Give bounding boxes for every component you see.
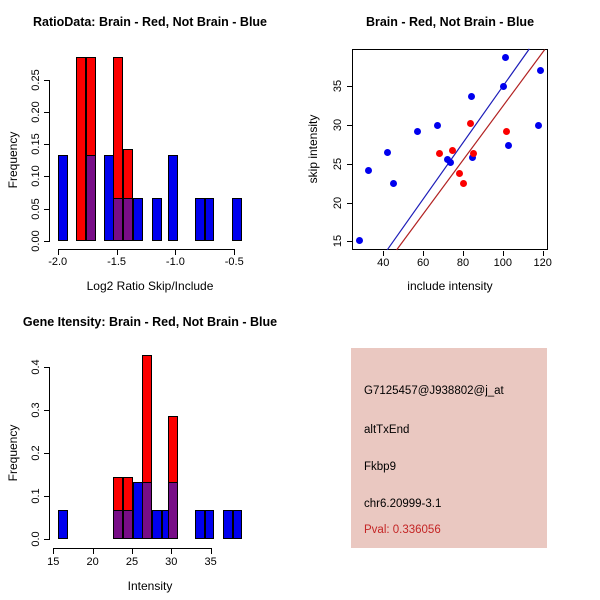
x-axis-tick [211,549,212,554]
x-tick-label: 120 [533,257,552,269]
data-point-brain [460,180,467,187]
y-tick-label: 25 [331,157,344,170]
x-axis-line [58,249,236,250]
x-axis-tick [53,549,54,554]
hist-bar-overlap [86,155,96,240]
y-axis-tick [44,367,49,368]
hist-bar-not-brain [205,510,214,539]
y-tick-label: 35 [331,79,344,93]
x-tick-label: -0.5 [224,256,244,268]
hist-bar-overlap [123,510,133,539]
panel-gene-intensity-histogram [0,300,300,600]
plot-title: RatioData: Brain - Red, Not Brain - Blue [32,15,268,29]
hist-bar-not-brain [223,510,233,539]
plot-title: Brain - Red, Not Brain - Blue [365,15,535,29]
x-axis-title: Log2 Ratio Skip/Include [86,279,214,293]
y-tick-label: 0.05 [30,197,42,220]
y-tick-label: 15 [331,235,344,248]
y-axis-tick [44,176,49,177]
gene-symbol-text: Fkbp9 [364,461,396,473]
hist-bar-not-brain [58,510,68,539]
data-point-not-brain [390,180,397,187]
panel-scatter [300,0,600,300]
gene-info-box [351,348,548,548]
hist-bar-not-brain [233,510,242,539]
data-point-not-brain [384,149,391,156]
locus-text: chr6.20999-3.1 [364,498,442,510]
y-axis-tick [44,539,49,540]
x-axis-tick [171,549,172,554]
x-axis-tick [58,250,59,255]
hist-bar-not-brain [152,510,162,539]
x-axis-tick [234,250,235,255]
x-tick-label: 100 [493,257,513,269]
panel-ratio-histogram [0,0,300,300]
hist-bar-not-brain [232,198,242,241]
x-tick-label: -2.0 [48,256,68,268]
hist-bar-not-brain [152,198,162,241]
y-axis-line [49,80,50,242]
y-axis-tick [44,453,49,454]
hist-bar-not-brain [168,155,178,240]
x-tick-label: 30 [165,556,178,568]
y-tick-label: 0.3 [30,402,42,418]
x-tick-label: 15 [47,556,60,568]
y-tick-label: 20 [331,196,344,209]
data-point-brain [467,120,474,127]
data-point-not-brain [500,83,507,90]
panel-gene-info [300,300,600,600]
hist-bar-brain [76,57,86,241]
data-point-not-brain [535,122,542,129]
plot-title: Gene Itensity: Brain - Red, Not Brain - Blue [22,315,278,329]
y-tick-label: 0.20 [30,101,42,123]
probe-id-text: G7125457@J938802@j_at [364,385,504,397]
fit-line-not-brain-fit [387,49,529,250]
y-tick-label: 0.2 [30,445,42,461]
x-tick-label: 20 [86,556,99,568]
y-tick-label: 0.1 [30,488,42,504]
hist-bar-not-brain [133,198,143,241]
x-tick-label: -1.0 [165,256,185,268]
hist-bar-overlap [123,198,133,241]
y-axis-tick [44,80,49,81]
x-axis-tick [93,549,94,554]
data-point-brain [449,147,456,154]
data-point-brain [456,170,463,177]
y-axis-tick [44,496,49,497]
x-axis-tick [132,549,133,554]
hist-bar-not-brain [195,198,205,241]
hist-bar-overlap [113,198,123,241]
hist-bar-not-brain [195,510,205,539]
x-axis-tick [117,250,118,255]
y-axis-tick [44,209,49,210]
y-axis-tick [44,112,49,113]
y-tick-label: 0.4 [30,358,42,375]
y-tick-label: 0.15 [30,133,42,155]
data-point-brain [503,128,510,135]
x-axis-tick [175,250,176,255]
pval-text: Pval: 0.336056 [364,524,441,536]
x-tick-label: 80 [456,257,470,269]
y-axis-line [49,367,50,541]
y-axis-title: Frequency [6,131,20,189]
y-axis-title: skip intensity [306,114,320,184]
y-axis-tick [44,241,49,242]
y-tick-label: 0.00 [30,229,42,252]
hist-bar-overlap [113,510,123,539]
data-point-not-brain [502,54,509,61]
data-point-not-brain [365,167,372,174]
y-axis-tick [44,144,49,145]
y-tick-label: 0.0 [30,531,42,547]
x-axis-title: Intensity [127,579,173,593]
y-axis-title: Frequency [6,424,20,482]
x-axis-title: include intensity [407,279,493,293]
hist-bar-not-brain [205,198,214,241]
x-tick-label: 25 [125,556,139,568]
data-point-not-brain [356,237,363,244]
hist-bar-overlap [168,482,178,539]
y-tick-label: 30 [331,118,344,132]
splice-event-text: altTxEnd [364,424,410,436]
y-axis-tick [44,410,49,411]
hist-bar-overlap [142,482,152,539]
hist-bar-not-brain [58,155,68,240]
y-tick-label: 0.10 [30,165,42,188]
x-tick-label: -1.5 [107,256,127,268]
y-tick-label: 0.25 [30,69,42,91]
x-tick-label: 35 [204,556,217,568]
x-tick-label: 40 [377,257,390,269]
data-point-not-brain [434,122,441,129]
x-tick-label: 60 [417,257,430,269]
